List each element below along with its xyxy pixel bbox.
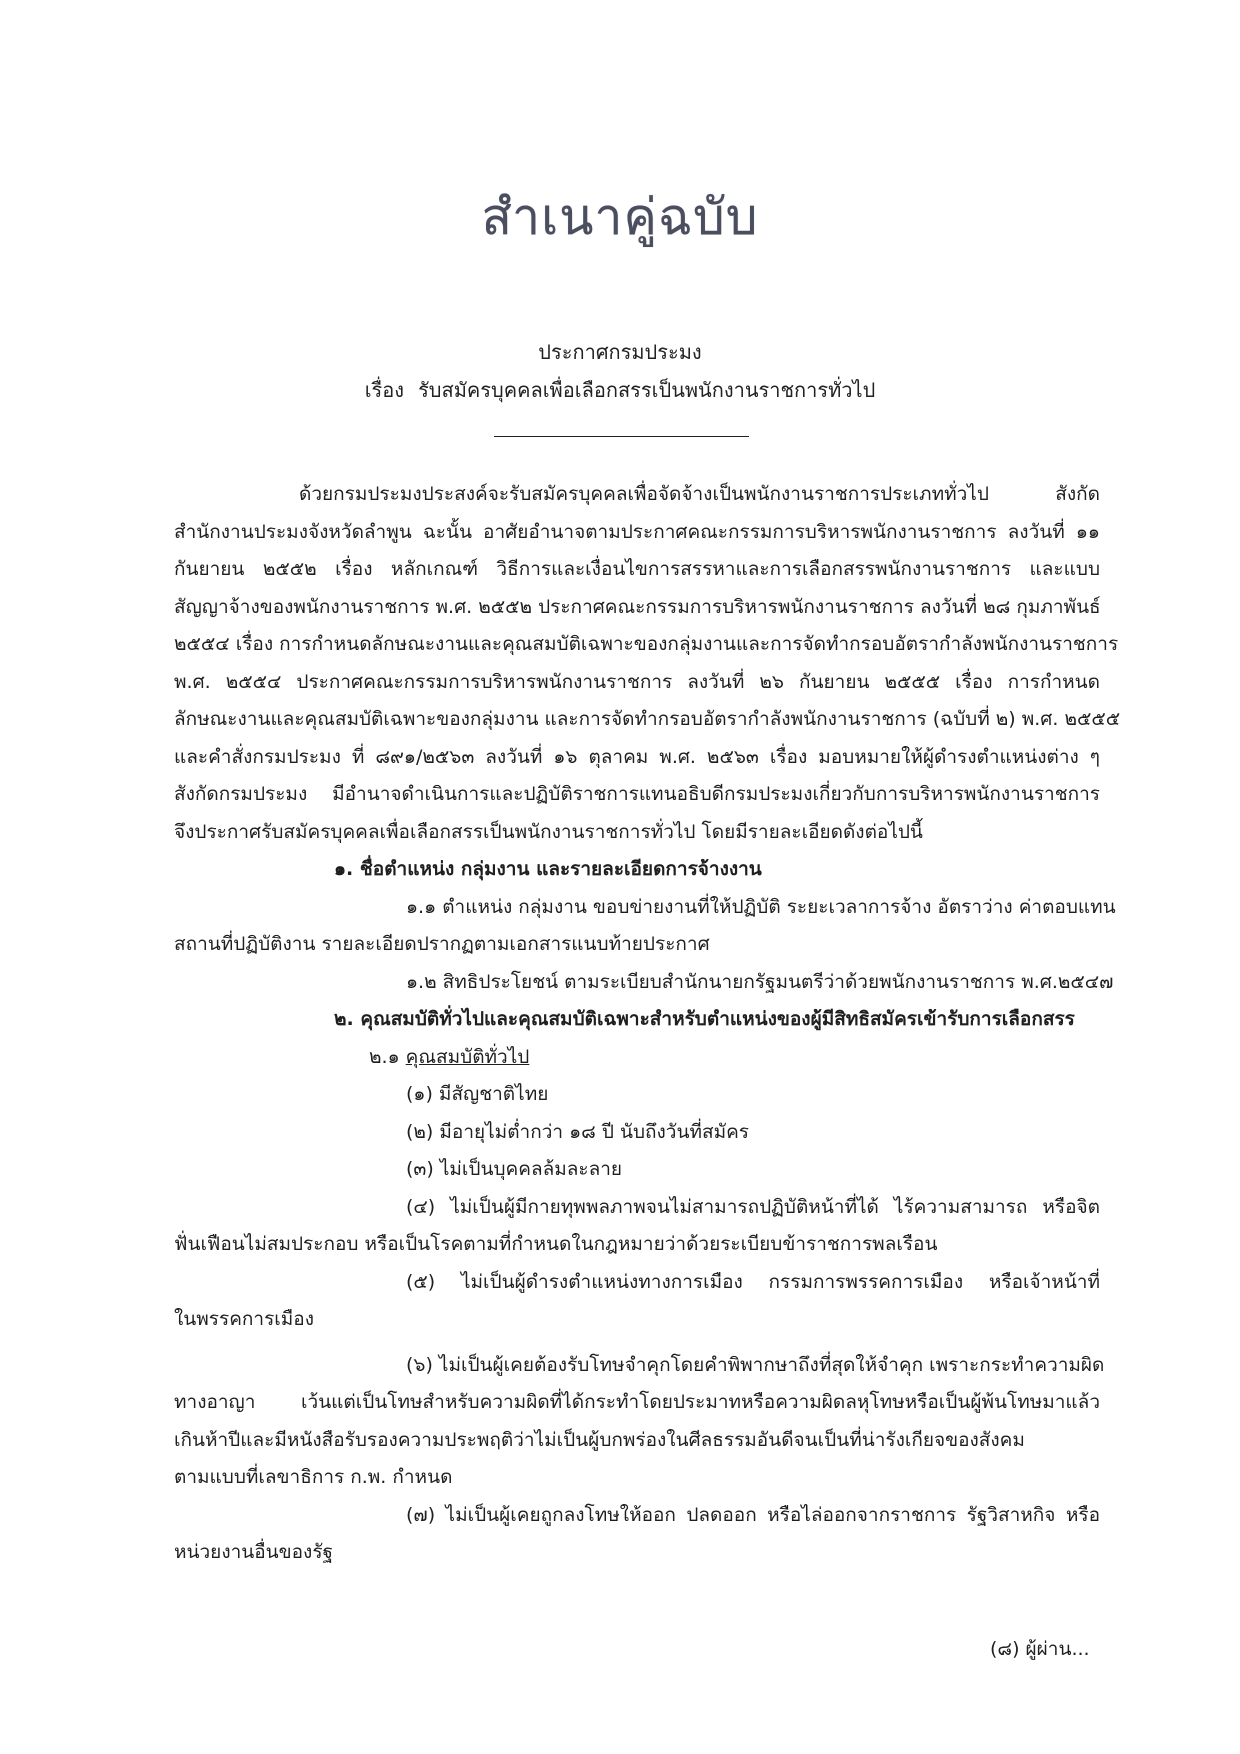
section-2-1-heading	[174, 1039, 1100, 1077]
section-1-heading: ๑. ชื่อตำแหน่ง กลุ่มงาน และรายละเอียดการจ้างงาน	[334, 858, 762, 880]
page-continuation: (๘) ผู้ผ่าน...	[990, 1638, 1090, 1660]
preamble-line: สังกัดกรมประมง มีอำนาจดำเนินการและปฏิบัติราชการแทนอธิบดีกรมประมงเกี่ยวกับการบริหารพนักงานราชการ	[174, 783, 1100, 805]
subject-text: รับสมัครบุคคลเพื่อเลือกสรรเป็นพนักงานราชการทั่วไป	[418, 378, 876, 402]
qualification-7-line: หน่วยงานอื่นของรัฐ	[174, 1541, 334, 1563]
item-1-2: ๑.๒ สิทธิประโยชน์ ตามระเบียบสำนักนายกรัฐมนตรีว่าด้วยพนักงานราชการ พ.ศ.๒๕๔๗	[406, 970, 1114, 993]
qualification-4-line: ฟั่นเฟือนไม่สมประกอบ หรือเป็นโรคตามที่กำหนดในกฎหมายว่าด้วยระเบียบข้าราชการพลเรือน	[174, 1233, 938, 1255]
preamble-line: สำนักงานประมงจังหวัดลำพูน ฉะนั้น อาศัยอำนาจตามประกาศคณะกรรมการบริหารพนักงานราชการ ลงวันที่ ๑๑	[174, 520, 1100, 543]
preamble-line: และคำสั่งกรมประมง ที่ ๘๙๑/๒๕๖๓ ลงวันที่ ๑๖ ตุลาคม พ.ศ. ๒๕๖๓ เรื่อง มอบหมายให้ผู้ดำรงตำแหน่งต่าง ๆ	[174, 745, 1100, 768]
subject-label: เรื่อง	[364, 378, 405, 402]
preamble-line: พ.ศ. ๒๕๕๔ ประกาศคณะกรรมการบริหารพนักงานราชการ ลงวันที่ ๒๖ กันยายน ๒๕๕๕ เรื่อง การกำหนด	[174, 670, 1100, 693]
qualification-3: (๓) ไม่เป็นบุคคลล้มละลาย	[406, 1158, 623, 1180]
section-2-heading: ๒. คุณสมบัติทั่วไปและคุณสมบัติเฉพาะสำหรับตำแหน่งของผู้มีสิทธิสมัครเข้ารับการเลือกสรร	[334, 1008, 1075, 1030]
preamble-line: สัญญาจ้างของพนักงานราชการ พ.ศ. ๒๕๕๒ ประกาศคณะกรรมการบริหารพนักงานราชการ ลงวันที่ ๒๘ กุมภาพันธ์	[174, 595, 1101, 618]
qualification-6-line: (๖) ไม่เป็นผู้เคยต้องรับโทษจำคุกโดยคำพิพากษาถึงที่สุดให้จำคุก เพราะกระทำความผิด	[406, 1353, 1105, 1376]
copy-stamp-title: สำเนาคู่ฉบับ	[481, 188, 759, 246]
preamble-line: ด้วยกรมประมงประสงค์จะรับสมัครบุคคลเพื่อจัดจ้างเป็นพนักงานราชการประเภททั่วไป สังกัด	[299, 483, 1100, 505]
preamble-line: กันยายน ๒๕๕๒ เรื่อง หลักเกณฑ์ วิธีการและเงื่อนไขการสรรหาและการเลือกสรรพนักงานราชการ และแบบ	[174, 558, 1100, 580]
qualification-5-line: (๕) ไม่เป็นผู้ดำรงตำแหน่งทางการเมือง กรรมการพรรคการเมือง หรือเจ้าหน้าที่	[406, 1270, 1100, 1293]
preamble-line: ลักษณะงานและคุณสมบัติเฉพาะของกลุ่มงาน และการจัดทำกรอบอัตรากำลังพนักงานราชการ (ฉบับที่ ๒) พ.ศ. ๒๕๕๕	[174, 708, 1121, 730]
announcement-issuer: ประกาศกรมประมง	[538, 340, 702, 364]
sub-number: ๒.๑	[369, 1045, 400, 1068]
preamble-line: จึงประกาศรับสมัครบุคคลเพื่อเลือกสรรเป็นพนักงานราชการทั่วไป โดยมีรายละเอียดดังต่อไปนี้	[174, 820, 923, 843]
preamble-paragraph	[174, 476, 1121, 1572]
qualification-4-line: (๔) ไม่เป็นผู้มีกายทุพพลภาพจนไม่สามารถปฏิบัติหน้าที่ได้ ไร้ความสามารถ หรือจิต	[406, 1195, 1100, 1218]
qualification-7-line: (๗) ไม่เป็นผู้เคยถูกลงโทษให้ออก ปลดออก หรือไล่ออกจากราชการ รัฐวิสาหกิจ หรือ	[406, 1503, 1100, 1526]
qualification-6-line: ทางอาญา เว้นแต่เป็นโทษสำหรับความผิดที่ได้กระทำโดยประมาทหรือความผิดลหุโทษหรือเป็นผู้พ้นโทษมาแล้ว	[174, 1391, 1100, 1413]
item-1-1-line: ๑.๑ ตำแหน่ง กลุ่มงาน ขอบข่ายงานที่ให้ปฏิบัติ ระยะเวลาการจ้าง อัตราว่าง ค่าตอบแทน	[406, 895, 1116, 918]
header-divider	[494, 436, 749, 437]
preamble-line: ๒๕๕๔ เรื่อง การกำหนดลักษณะงานและคุณสมบัติเฉพาะของกลุ่มงานและการจัดทำกรอบอัตรากำลังพนักงานราชการ	[174, 633, 1119, 655]
qualification-5-line: ในพรรคการเมือง	[174, 1308, 314, 1330]
qualification-2: (๒) มีอายุไม่ต่ำกว่า ๑๘ ปี นับถึงวันที่สมัคร	[406, 1120, 750, 1143]
qualification-6-line: เกินห้าปีและมีหนังสือรับรองความประพฤติว่าไม่เป็นผู้บกพร่องในศีลธรรมอันดีจนเป็นที่น่ารังเกียจของสังคม	[174, 1428, 1025, 1451]
qualification-1: (๑) มีสัญชาติไทย	[406, 1083, 549, 1105]
announcement-subject-line	[0, 374, 1240, 406]
qualification-6-line: ตามแบบที่เลขาธิการ ก.พ. กำหนด	[174, 1466, 453, 1488]
sub-heading-underlined: คุณสมบัติทั่วไป	[405, 1045, 530, 1068]
item-1-1-line: สถานที่ปฏิบัติงาน รายละเอียดปรากฏตามเอกสารแนบท้ายประกาศ	[174, 933, 710, 955]
